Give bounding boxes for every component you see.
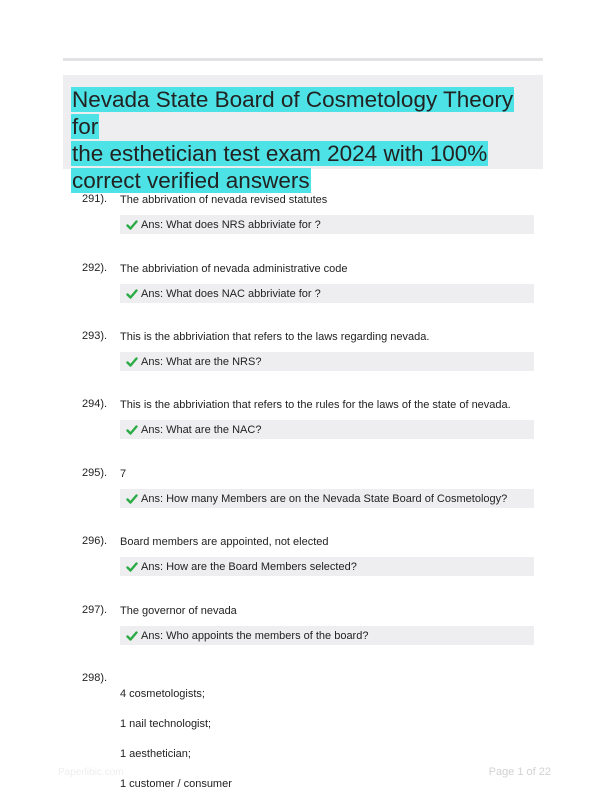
question-number: 292). (82, 262, 108, 274)
question-text (120, 672, 232, 807)
question-number: 291). (82, 193, 108, 205)
answer-box (120, 557, 534, 576)
question-number: 296). (82, 535, 108, 547)
title-box (63, 75, 543, 193)
title-line-3: correct verified answers (72, 168, 310, 193)
question-number: 293). (82, 330, 108, 342)
answer-text: Ans: What are the NAC? (141, 423, 262, 436)
answer-text: Ans: How many Members are on the Nevada State Board of Cosmetology? (141, 492, 508, 505)
question-text: The abbriviation of nevada administrative code (120, 263, 348, 275)
answer-text: Ans: What does NRS abbriviate for ? (141, 218, 321, 231)
page-indicator: Page 1 of 22 (488, 766, 551, 778)
question-line: 4 cosmetologists; (120, 688, 205, 700)
title-line-2: the esthetician test exam 2024 with 100% (72, 141, 488, 166)
answer-text: Ans: Who appoints the members of the board? (141, 629, 369, 642)
answer-box (120, 352, 534, 371)
answer-box (120, 489, 534, 508)
check-icon (126, 356, 138, 368)
answer-box (120, 284, 534, 303)
question-text: Board members are appointed, not elected (120, 536, 329, 548)
page-title (71, 86, 535, 194)
question-number: 294). (82, 398, 108, 410)
question-text: The governor of nevada (120, 605, 237, 617)
footer-watermark: Paperlibic.com (58, 767, 124, 778)
check-icon (126, 561, 138, 573)
answer-text: Ans: What are the NRS? (141, 355, 262, 368)
question-line: 1 customer / consumer (120, 778, 232, 790)
question-number: 295). (82, 467, 108, 479)
question-text: The abbrivation of nevada revised statutes (120, 194, 328, 206)
check-icon (126, 288, 138, 300)
question-text: This is the abbriviation that refers to the rules for the laws of the state of nevada. (120, 399, 511, 411)
check-icon (126, 219, 138, 231)
question-text: 7 (120, 468, 127, 480)
check-icon (126, 493, 138, 505)
check-icon (126, 630, 138, 642)
top-divider (63, 58, 543, 61)
answer-box (120, 626, 534, 645)
answer-text: Ans: How are the Board Members selected? (141, 560, 357, 573)
question-line: 1 aesthetician; (120, 748, 191, 760)
question-text: This is the abbriviation that refers to the laws regarding nevada. (120, 331, 430, 343)
title-line-1: Nevada State Board of Cosmetology Theory for (72, 87, 514, 139)
check-icon (126, 424, 138, 436)
question-number: 297). (82, 604, 108, 616)
answer-text: Ans: What does NAC abbriviate for ? (141, 287, 321, 300)
question-line: 1 nail technologist; (120, 718, 212, 730)
question-number: 298). (82, 672, 108, 684)
answer-box (120, 420, 534, 439)
answer-box (120, 215, 534, 234)
